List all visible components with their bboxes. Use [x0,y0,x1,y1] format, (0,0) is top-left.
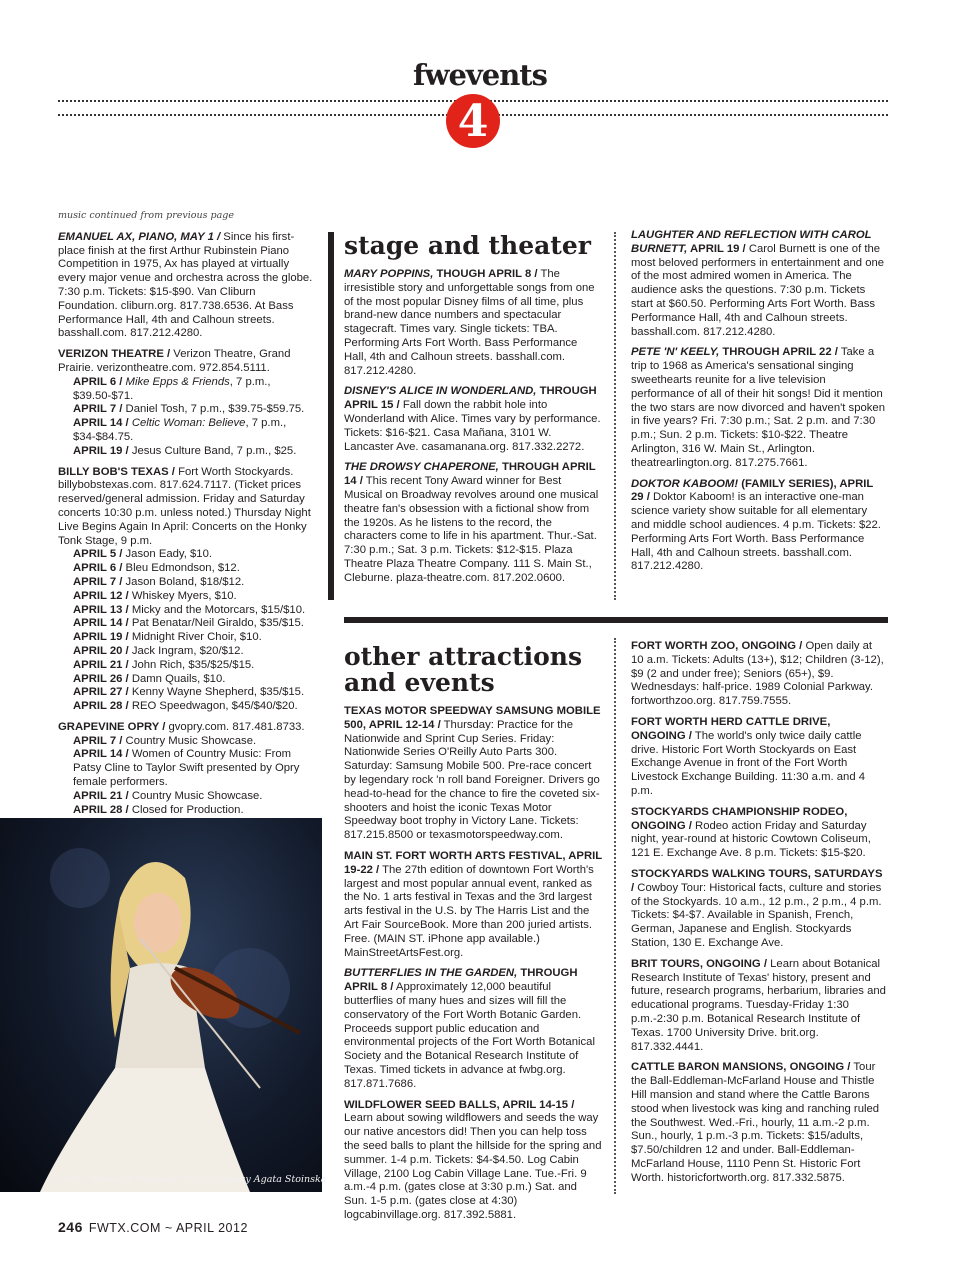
event-date: APRIL 21 / [73,658,129,671]
event-date: APRIL 12 / [73,589,129,602]
issue-number-badge: 4 [446,94,500,148]
event-title: CATTLE BARON MANSIONS, ONGOING / [631,1061,851,1074]
event-detail: John Rich, $35/$25/$15. [131,658,255,671]
event-title-italic: LAUGHTER AND REFLECTION WITH CAROL BURNETT, [631,229,872,255]
event-detail: REO Speedwagon, $45/$40/$20. [131,700,298,713]
music-column [58,209,314,817]
event-detail: , 7 p.m., $39.50-$71. [73,375,271,402]
event-title: TEXAS MOTOR SPEEDWAY SAMSUNG MOBILE 500, APRIL 12-14 / [344,705,601,731]
event-detail: Jason Eady, $10. [125,548,212,561]
event-entry [631,806,887,861]
venue-event-list [58,735,314,818]
event-date: APRIL 14 / [73,417,129,430]
event-detail: Kenny Wayne Shepherd, $35/$15. [131,686,305,699]
event-text: Carol Burnett is one of the most beloved performers in entertainment and one of the most admired women in America. The audience asks the questions. 7:30 p.m. Tickets start at $60.50. Performing Arts Fort Worth. Bass Performance Hall, 4th and Calhoun streets. basshall.com. 817.212.4280. [631,242,885,338]
event-entry [631,346,887,470]
masthead [0,58,960,158]
event-text: Tour the Ball-Eddleman-McFarland House and Thistle Hill mansion and stand where the Cattle Barons stood when livestock was king and ranching ruled the Southwest. Wed.-Fri., hourly, 11 a.m.-2 p.m. Sun., hourly, 1 p.m.-3 p.m. Tickets: $15/adults, $7.50/children 12 and under. Ball-Eddleman-McFarland House, 1110 Penn St. Historic Fort Worth. historicfortworth.org. 817.332.5875. [631,1061,880,1184]
venue-text: Verizon Theatre, Grand Prairie. verizontheatre.com. 972.854.5111. [58,348,291,374]
section-title: fwevents [413,58,547,92]
venue-event [73,548,314,562]
event-title: THOUGH APRIL 8 / [433,268,538,280]
event-detail: Pat Benatar/Neil Giraldo, $35/$15. [131,617,304,630]
event-text: Fall down the rabbit hole into Wonderland with Alice. Times vary by performance. Tickets: $16-$21. Casa Mañana, 3101 W. Lancaster Ave. casamanana.org. 817.332.2272. [344,399,601,453]
event-title: STOCKYARDS WALKING TOURS, SATURDAYS / [631,867,883,894]
stage-column-1 [344,229,602,593]
event-text: Doktor Kaboom! is an interactive one-man science variety show suitable for all elementary and middle school audiences. 4 p.m. Tickets: $22. Performing Arts Fort Worth. Bass Performance Hall, 4th and Calhoun streets. basshall.com. 817.212.4280. [631,491,881,573]
event-title: THROUGH APRIL 22 / [719,346,838,359]
venue-event [73,576,314,590]
event-title: BRIT TOURS, ONGOING / [631,957,767,970]
event-date: APRIL 14 / [73,617,129,630]
event-entry [344,850,602,960]
event-entry [631,868,887,951]
event-detail: Jesus Culture Band, 7 p.m., $25. [131,444,297,457]
event-title: THROUGH APRIL 15 / [344,385,597,412]
venue-text: gvopry.com. 817.481.8733. [168,720,305,733]
event-text: The 27th edition of downtown Fort Worth's largest and most popular annual event, ranked as the No. 1 arts festival in Texas and the 3rd largest arts festival in the U.S. by The Harris List and the Art Fair SourceBook. More than 200 juried artists. Free. (MAIN ST. iPhone app available.) MainStreetArtsFest.org. [344,863,594,959]
section-rule [328,232,334,600]
stage-column-2 [631,229,887,581]
event-detail: Whiskey Myers, $10. [131,589,237,602]
event-date: APRIL 27 / [73,686,129,699]
event-title: THROUGH APRIL 14 / [344,461,596,488]
event-detail: Micky and the Motorcars, $15/$10. [131,603,306,616]
page-number: 246 [58,1219,83,1235]
event-entry [344,385,602,454]
event-detail: Damn Quails, $10. [131,672,226,685]
event-detail: Country Music Showcase. [131,789,263,802]
event-title: WILDFLOWER SEED BALLS, APRIL 14-15 / [344,1098,575,1111]
event-detail: Jack Ingram, $20/$12. [131,644,244,657]
event-detail: Daniel Tosh, 7 p.m., $39.75-$59.75. [125,403,305,416]
venue-event-list [58,376,314,459]
photo-caption: Celtic Woman's Mairead Photo courtesy Agata Stoinska [58,1174,327,1185]
venue-event [73,562,314,576]
venue-title: GRAPEVINE OPRY / [58,720,166,733]
venue-event [73,645,314,659]
event-detail: Country Music Showcase. [125,734,257,747]
venue-event [73,445,314,459]
event-title-italic: BUTTERFLIES IN THE GARDEN, [344,967,518,980]
event-title: APRIL 19 / [687,242,746,255]
venue-event [73,659,314,673]
event-detail: Women of Country Music: From Patsy Cline to Taylor Swift presented by Opry female performers. [73,748,300,789]
event-text: Since his first-place finish at the first Arthur Rubinstein Piano Competition in 1975, Ax has played at virtually every major venue and orchestra across the globe. 7:30 p.m. Tickets: $15-$90. Van Cliburn Foundation. cliburn.org. 817.738.6536. At Bass Performance Hall, 4th and Calhoun streets. basshall.com. 817.212.4280. [58,230,313,340]
event-title-italic: DOKTOR KABOOM! [631,477,739,490]
event-entry [631,478,887,575]
event-text: Rodeo action Friday and Saturday night, year-round at historic Cowtown Coliseum, 121 E. Exchange Ave. 8 p.m. Tickets: $15-$20. [631,819,871,860]
venue-entry [58,721,314,735]
column-divider [614,638,616,1194]
continued-note: music continued from previous page [58,210,234,221]
event-title: FORT WORTH HERD CATTLE DRIVE, ONGOING / [631,715,831,742]
venue-event [73,686,314,700]
event-date: APRIL 6 / [73,375,123,388]
event-date: APRIL 5 / [73,548,123,561]
event-entry [631,640,887,709]
event-detail: Jason Boland, $18/$12. [125,575,245,588]
venue-title: BILLY BOB'S TEXAS / [58,465,175,478]
event-detail: Bleu Edmondson, $12. [125,562,240,575]
violinist-illustration [0,818,322,1192]
event-date: APRIL 19 / [73,444,129,457]
venue-event [73,403,314,417]
event-text: Approximately 12,000 beautiful butterflies of many hues and sizes will fill the conservatory of the Fort Worth Botanic Garden. Proceeds support public education and environmental projects of the Fort Worth Botanical Society and the Botanical Research Institute of Texas. Timed tickets in advance at fwbg.org. 817.871.7686. [344,981,595,1090]
event-entry [631,229,887,339]
event-date: APRIL 20 / [73,644,129,657]
venue-event [73,790,314,804]
event-name: Mike Epps & Friends [125,375,230,388]
venue-event [73,748,314,789]
event-text: Open daily at 10 a.m. Tickets: Adults (13+), $12; Children (3-12), $9 (2 and under free); Seniors (65+), $9. Wednesdays: half-price. 1989 Colonial Parkway. fortworthzoo.org. 817.759.7555. [631,640,884,708]
event-title-italic: MARY POPPINS, [344,268,434,280]
event-title-italic: DISNEY'S ALICE IN WONDERLAND, [344,385,537,398]
event-date: APRIL 19 / [73,631,129,644]
venue-event [73,604,314,618]
footer-text: FWTX.COM ~ APRIL 2012 [88,1221,248,1235]
event-text: This recent Tony Award winner for Best Musical on Broadway revolves around one musical theatre fan's obsession with a fictional show from the 1920s. As he listens to the record, the characters come to life in his apartment. Thur.-Sat. 7:30 p.m.; Sat. 3 p.m. Tickets: $12-$15. Plaza Theatre Plaza Theatre Company. 111 S. Main St., Cleburne. plaza-theatre.com. 817.202.0600. [344,475,599,584]
event-date: APRIL 28 / [73,803,129,816]
venue-entry [58,348,314,376]
venue-event-list [58,548,314,714]
event-detail: Midnight River Choir, $10. [131,631,262,644]
event-text: The irresistible story and unforgettable songs from one of the most popular Disney films of all time, plus brand-new dance numbers and spectacular stagecraft. Times vary. Single tickets: TBA. Performing Arts Fort Worth. Bass Performance Hall, 4th and Calhoun streets. basshall.com. 817.212.4280. [344,268,595,377]
event-title: MAIN ST. FORT WORTH ARTS FESTIVAL, APRIL 19-22 / [344,849,602,876]
venue-entry [58,466,314,549]
event-entry [344,1099,602,1223]
event-date: APRIL 7 / [73,575,123,588]
event-detail: Closed for Production. [131,803,244,816]
event-entry [631,958,887,1055]
venue-event [73,417,314,445]
event-date: APRIL 26 / [73,672,129,685]
event-detail: , 7 p.m., $34-$84.75. [73,417,287,443]
event-entry [58,231,314,341]
event-title-italic: PETE 'N' KEELY, [631,346,720,359]
page-footer [58,1219,248,1235]
venue-text: Fort Worth Stockyards. billybobstexas.com. 817.624.7117. (Ticket prices reserved/general admission. Friday and Saturday concerts 10:30 p.m. unless noted.) Thursday Night Live Begins Again In April: Concerts on the Honky Tonk Stage, 9 p.m. [58,465,311,547]
event-date: APRIL 28 / [73,700,129,713]
event-entry [344,268,602,378]
event-date: APRIL 6 / [73,562,123,575]
venue-event [73,617,314,631]
venue-event [73,673,314,687]
event-title: THROUGH APRIL 8 / [344,967,578,994]
venue-title: VERIZON THEATRE / [58,348,171,361]
event-name: Celtic Woman: Believe [131,417,246,430]
other-heading: other attractions and events [344,642,583,697]
venue-event [73,804,314,818]
event-text: Cowboy Tour: Historical facts, culture and stories of the Stockyards. 10 a.m., 12 p.m., 2 p.m., 4 p.m. Tickets: $4-$7. Available in Spanish, French, German, Japanese and English. Stockyards Station, 130 E. Exchange Ave. [631,881,882,949]
event-date: APRIL 7 / [73,403,123,416]
event-date: APRIL 13 / [73,603,129,616]
event-entry [344,705,602,843]
event-text: Thursday: Practice for the Nationwide and Sprint Cup Series. Friday: Nationwide Series O'Reilly Auto Parts 300. Saturday: Samsung Mobile 500. Pre-race concert by legendary rock 'n roll band Foreigner. Drivers go head-to-head for the chance to fire the coveted six-shooters and hoist the iconic Texas Motor Speedway boot trophy in Victory Lane. Tickets: 817.215.8500 or texasmotorspeedway.com. [344,718,600,842]
venue-event [73,376,314,404]
other-column-1 [344,640,602,1230]
event-entry [631,1061,887,1185]
column-divider [614,232,616,600]
event-entry [344,461,602,585]
venue-event [73,631,314,645]
stage-heading: stage and theater [344,231,591,260]
event-text: Learn about sowing wildflowers and seeds the way our native ancestors did! Then you can help toss the seed balls to plant the hillside for the spring and summer. 1-4 p.m. Tickets: $4-$4.50. Log Cabin Village, 2100 Log Cabin Village Lane. Tue.-Fri. 9 a.m.-4 p.m. (gates close at 3:30 p.m.) Sat. and Sun. 1-5 p.m. (gates close at 4:30) logcabinvillage.org. 817.392.5881. [344,1112,602,1221]
event-title: STOCKYARDS CHAMPIONSHIP RODEO, ONGOING / [631,805,848,832]
venue-event [73,590,314,604]
event-date: APRIL 14 / [73,748,129,761]
venue-event [73,735,314,749]
event-date: APRIL 7 / [73,734,123,747]
section-rule [344,617,888,623]
event-title: (FAMILY SERIES), APRIL 29 / [631,477,874,504]
event-entry [344,967,602,1091]
venue-event [73,700,314,714]
event-title: FORT WORTH ZOO, ONGOING / [631,640,803,652]
event-text: Learn about Botanical Research Institute of Texas' history, present and future, research programs, herbarium, libraries and educational programs. Tuesday-Friday 1:30 p.m.-2:30 p.m. Botanical Research Institute of Texas. 1700 University Drive. brit.org. 817.332.4441. [631,957,886,1053]
event-text: The world's only twice daily cattle drive. Historic Fort Worth Stockyards on East Exchange Avenue in front of the Fort Worth Livestock Exchange Building. 11:30 a.m. and 4 p.m. [631,729,866,797]
event-date: APRIL 21 / [73,789,129,802]
other-column-2 [631,640,887,1192]
event-text: Take a trip to 1968 as America's sensational singing sweethearts reunite for a live television performance of all of their hit songs! Did it mention the two stars are now divorced and haven't spoken in five years? Fri. 7:30 p.m.; Sat. 2 p.m. and 7:30 p.m.; Sun. 2 p.m. Tickets: $10-$22. Theatre Arlington, 316 W. Main St., Arlington. theatrearlington.org. 817.275.7661. [631,346,885,469]
event-title-italic: THE DROWSY CHAPERONE, [344,461,499,474]
event-title: EMANUEL AX, PIANO, MAY 1 / [58,230,221,243]
event-entry [631,716,887,799]
violinist-photo [0,818,322,1192]
